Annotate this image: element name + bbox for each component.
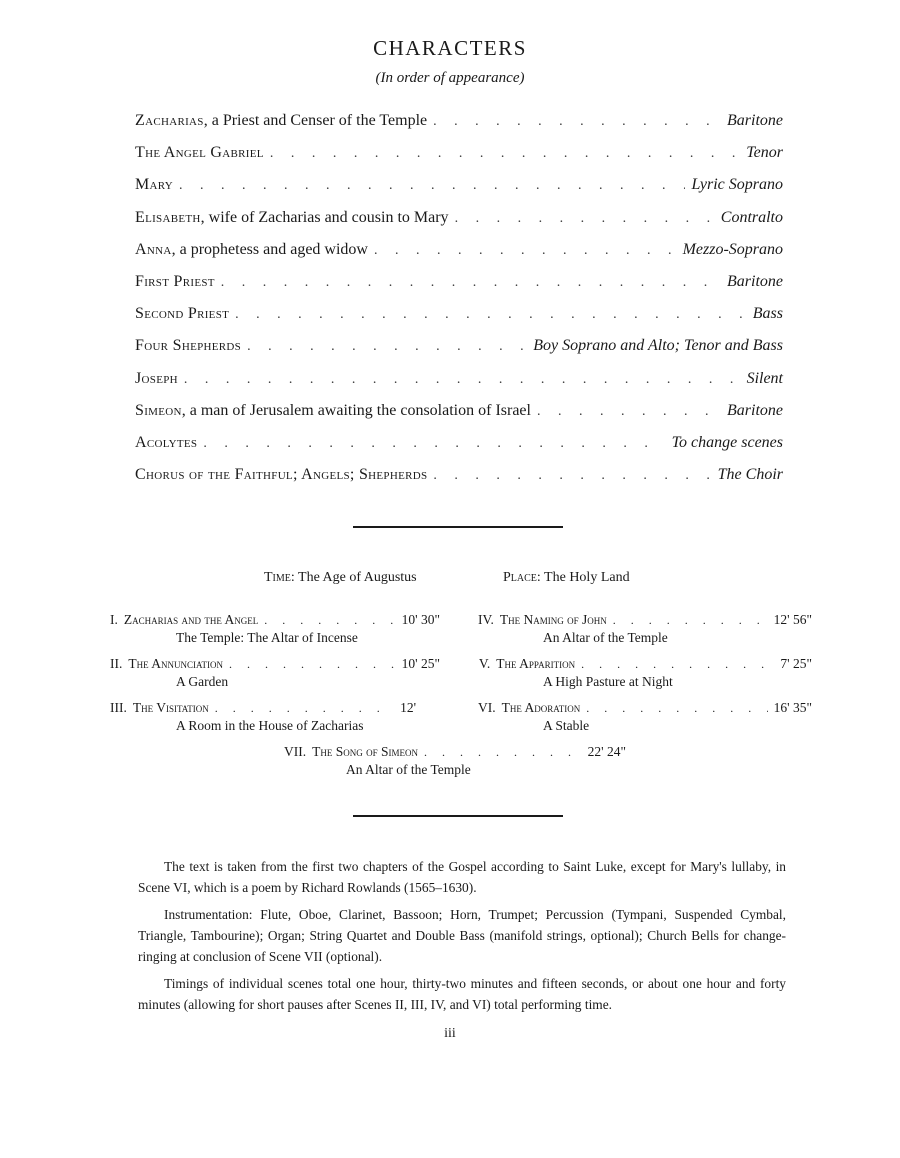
time-value: The Age of Augustus	[298, 570, 417, 585]
scene-number: III.	[110, 700, 127, 715]
cast-row	[135, 402, 783, 434]
scene-title: Zacharias and the Angel	[123, 612, 259, 627]
cast-voice: The Choir	[717, 466, 783, 484]
dot-leader	[184, 372, 741, 388]
cast-name: Zacharias	[135, 112, 204, 129]
dot-leader	[235, 307, 747, 323]
time-label: Time:	[264, 570, 295, 585]
cast-row	[135, 112, 783, 144]
note-paragraph: Instrumentation: Flute, Oboe, Clarinet, Bassoon; Horn, Trumpet; Percussion (Tympani, Suspended Cymbal, Triangle, Tambourine); Organ; String Quartet and Double Bass (manifold strings, optional); Church Bells for change-ringing at conclusion of Scene VII (optional).	[138, 907, 786, 964]
cast-row	[135, 305, 783, 337]
scene-entry	[110, 700, 416, 734]
dot-leader	[424, 745, 582, 760]
cast-description: , a Priest and Censer of the Temple	[203, 112, 428, 129]
cast-row	[135, 273, 783, 305]
cast-name: Anna	[135, 240, 172, 258]
cast-row	[135, 370, 783, 402]
scene-duration: 22' 24"	[587, 744, 626, 759]
cast-voice: Silent	[746, 369, 783, 387]
page-title: CHARACTERS	[373, 36, 527, 60]
dot-leader	[613, 613, 768, 628]
dot-leader	[581, 657, 774, 672]
scene-title: The Visitation	[132, 700, 209, 715]
cast-row	[135, 466, 783, 498]
cast-description: , a man of Jerusalem awaiting the consolation of Israel	[181, 401, 531, 419]
scene-entry	[478, 612, 812, 646]
dot-leader	[455, 211, 715, 227]
cast-name: Chorus of the Faithful; Angels; Shepherds	[135, 466, 428, 484]
dot-leader	[264, 613, 395, 628]
cast-voice: Bass	[752, 305, 783, 323]
note-paragraph: Timings of individual scenes total one hour, thirty-two minutes and fifteen seconds, or about one hour and forty minutes (allowing for short pauses after Scenes II, III, IV, and VI) total performing time.	[138, 976, 786, 1012]
scene-entry	[284, 744, 626, 778]
scene-location: An Altar of the Temple	[543, 630, 668, 645]
cast-row	[135, 144, 783, 176]
cast-voice: Contralto	[720, 208, 783, 226]
scene-duration: 10' 30"	[401, 612, 440, 627]
scene-duration: 12' 56"	[773, 612, 812, 627]
cast-name: The Angel Gabriel	[135, 144, 264, 162]
cast-voice: Baritone	[727, 112, 783, 129]
scene-location: The Temple: The Altar of Incense	[176, 630, 358, 645]
cast-name: First Priest	[135, 272, 215, 290]
page-subtitle: (In order of appearance)	[375, 70, 525, 86]
dot-leader	[203, 436, 665, 452]
cast-name: Joseph	[135, 369, 178, 387]
dot-leader	[247, 339, 527, 355]
cast-voice: Baritone	[727, 401, 783, 419]
cast-voice: Baritone	[727, 272, 783, 290]
scene-entry	[110, 612, 440, 646]
cast-name: Second Priest	[135, 305, 230, 323]
cast-row	[135, 241, 783, 273]
scene-entry	[478, 656, 812, 690]
dot-leader	[215, 701, 394, 716]
scene-duration: 16' 35"	[773, 700, 812, 715]
page-number: iii	[444, 1026, 456, 1041]
place-value: The Holy Land	[544, 570, 630, 585]
cast-voice: Mezzo-Soprano	[682, 240, 783, 258]
scene-location: A Stable	[543, 718, 590, 733]
scene-title: The Annunciation	[128, 656, 223, 671]
cast-voice: Tenor	[746, 144, 783, 162]
time-setting	[264, 570, 417, 586]
cast-description: , a prophetess and aged widow	[171, 240, 368, 258]
note-paragraph: The text is taken from the first two chapters of the Gospel according to Saint Luke, except for Mary's lullaby, in Scene VI, which is a poem by Richard Rowlands (1565–1630).	[138, 859, 786, 895]
cast-row	[135, 434, 783, 466]
place-label: Place:	[503, 570, 541, 585]
cast-name: Mary	[135, 176, 174, 194]
dot-leader	[586, 701, 767, 716]
cast-voice: Boy Soprano and Alto; Tenor and Bass	[533, 337, 783, 355]
cast-list	[135, 112, 783, 498]
cast-name: Elisabeth	[135, 208, 201, 226]
cast-name: Four Shepherds	[135, 337, 242, 355]
cast-description: , wife of Zacharias and cousin to Mary	[200, 208, 449, 226]
divider-rule	[353, 526, 563, 528]
scene-title: The Adoration	[501, 700, 581, 715]
dot-leader	[221, 275, 721, 291]
scene-location: An Altar of the Temple	[346, 762, 471, 777]
cast-name: Acolytes	[135, 433, 198, 451]
cast-voice: To change scenes	[671, 433, 783, 451]
scene-number: I.	[110, 612, 118, 627]
dot-leader	[270, 146, 740, 162]
cast-row	[135, 337, 783, 369]
scene-title: The Naming of John	[499, 612, 607, 627]
scene-number: IV.	[478, 612, 494, 627]
scene-duration: 10' 25"	[401, 656, 440, 671]
scene-location: A Garden	[176, 674, 229, 689]
scene-entry	[110, 656, 440, 690]
dot-leader	[374, 243, 677, 259]
dot-leader	[179, 178, 685, 194]
cast-row	[135, 176, 783, 208]
dot-leader	[537, 404, 721, 420]
scene-entry	[478, 700, 812, 734]
scene-title: The Apparition	[496, 656, 576, 671]
scene-duration: 7' 25"	[780, 656, 812, 671]
scene-location: A High Pasture at Night	[543, 674, 673, 689]
scene-duration: 12'	[400, 700, 416, 715]
scene-number: II.	[110, 656, 123, 671]
dot-leader	[433, 468, 711, 484]
scene-location: A Room in the House of Zacharias	[176, 718, 364, 733]
place-setting	[503, 570, 630, 586]
scene-title: The Song of Simeon	[312, 744, 419, 759]
divider-rule	[353, 815, 563, 817]
dot-leader	[433, 114, 721, 130]
notes-section	[138, 856, 786, 1021]
cast-name: Simeon	[135, 401, 182, 419]
dot-leader	[229, 657, 396, 672]
scene-number: VI.	[478, 700, 496, 715]
scene-number: V.	[478, 656, 491, 671]
cast-row	[135, 209, 783, 241]
cast-voice: Lyric Soprano	[691, 176, 783, 194]
scene-number: VII.	[284, 744, 307, 759]
